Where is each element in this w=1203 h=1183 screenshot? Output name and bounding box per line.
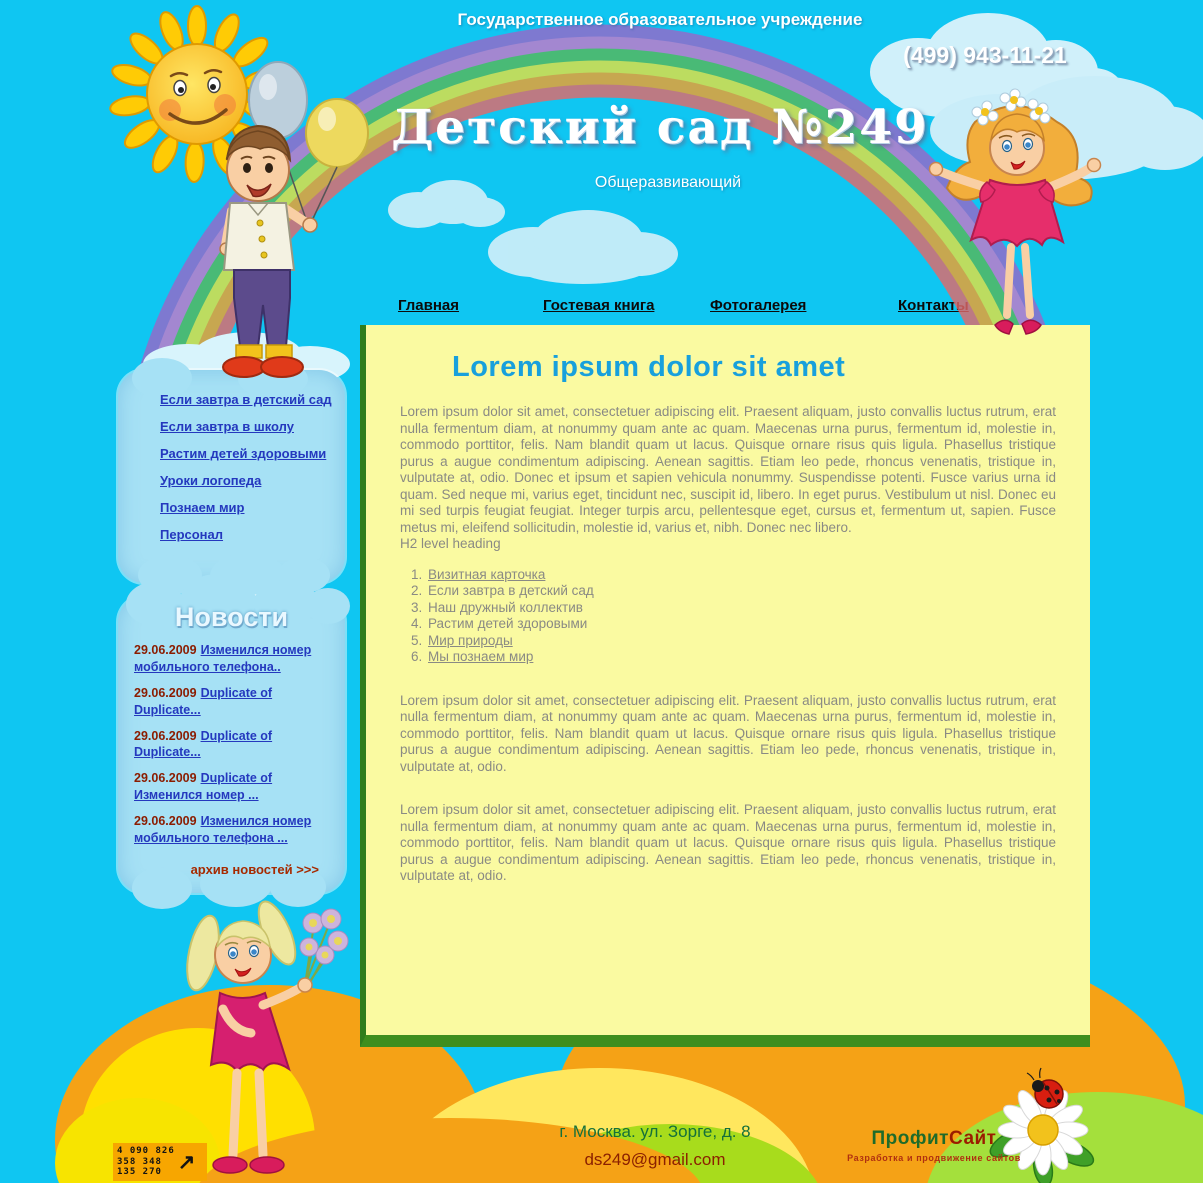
news-link[interactable]: Duplicate of Изменился номер ... [134,771,273,803]
paragraph: Lorem ipsum dolor sit amet, consectetuer adipiscing elit. Praesent aliquam, justo convallis luctus rutrum, erat nulla fermentum diam, at nonummy quam ante ac quam. Maecenas urna purus, fermentum id, molestie in, commodo porttitor, felis. Nam blandit quam ut lacus. Quisque ornare risus quis ligula. Phasellus tristique purus a augue condimentum adipiscing. Aenean sagittis. Etiam leo pede, rhoncus venenatis, tristique in, vulputate at, odio. Donec et ipsum et sapien vehicula nonummy. Suspendisse potenti. Fusce varius urna id quam. Sed neque mi, varius eget, tincidunt nec, suscipit id, libero. In eget purus. Vestibulum ut nisl. Donec eu mi sed turpis feugiat feugiat. Integer turpis arcu, pellentesque eget, cursus et, fermentum ut, sapien. Fusce metus mi, eleifend sollicitudin, molestie id, varius et, nibh. Donec nec libero. [400,404,1056,535]
list-item [426,649,1056,666]
list-item [426,633,1056,650]
list-item-label: Если завтра в детский сад [428,583,594,598]
org-type-text: Государственное образовательное учреждение [457,10,863,29]
nav-link-gallery[interactable]: Фотогалерея [710,297,807,314]
sidebar-item-kindergarten-tomorrow[interactable]: Если завтра в детский сад [160,392,332,407]
sidebar-item-explore-world[interactable]: Познаем мир [160,500,245,515]
visit-counter-widget[interactable] [113,1143,207,1181]
studio-name [845,1128,1023,1150]
sidebar-menu-box [118,370,345,583]
news-date: 29.06.2009 [134,685,197,700]
news-item [134,728,331,762]
footer-address: г. Москва. ул. Зорге, д. 8 [559,1122,751,1141]
paragraph: Lorem ipsum dolor sit amet, consectetuer adipiscing elit. Praesent aliquam, justo convallis luctus rutrum, erat nulla fermentum diam, at nonummy quam ante ac quam. Maecenas urna purus, fermentum id, molestie in, commodo porttitor, felis. Nam blandit quam ut lacus. Quisque ornare risus quis ligula. Phasellus tristique purus a augue condimentum adipiscing. Aenean sagittis. Etiam leo pede, rhoncus venenatis, tristique in, vulputate at, odio. [400,802,1056,883]
small-cloud [478,200,683,292]
sidebar-item-speech-lessons[interactable]: Уроки логопеда [160,473,262,488]
sidebar-item-school-tomorrow[interactable]: Если завтра в школу [160,419,294,434]
news-item [134,685,331,719]
sidebar-item-healthy-kids[interactable]: Растим детей здоровыми [160,446,327,461]
counter-line: 4 090 826 [117,1145,175,1156]
news-link[interactable]: Duplicate of Duplicate... [134,728,273,760]
footer-email-link[interactable]: ds249@gmail.com [584,1150,726,1169]
main-content-panel [360,325,1090,1047]
news-date: 29.06.2009 [134,771,197,786]
content-link[interactable]: Мир природы [428,632,513,648]
news-item [134,642,331,676]
content-list [400,567,1056,666]
sidebar-menu-list [160,392,333,554]
girl-with-wreath-illustration [925,82,1105,340]
page-title: Lorem ipsum dolor sit amet [452,351,846,383]
external-arrow-icon: ↗ [177,1150,196,1174]
counter-line: 358 348 [117,1156,162,1167]
nav-link-contacts[interactable]: Контакты [898,297,969,314]
studio-tagline: Разработка и продвижение сайтов [847,1153,1021,1163]
news-item [134,770,331,804]
visit-counter-digits [117,1146,175,1178]
news-date: 29.06.2009 [134,643,197,657]
news-item [134,813,331,847]
news-date: 29.06.2009 [134,728,197,743]
counter-line: 135 270 [117,1167,162,1178]
news-title: Новости [174,602,289,632]
sidebar-item-staff[interactable]: Персонал [160,527,224,542]
news-box [118,596,345,893]
nav-link-guestbook[interactable]: Гостевая книга [543,297,655,314]
news-link[interactable]: Duplicate of Duplicate... [134,685,273,717]
studio-name-part2: Сайт [948,1128,997,1149]
phone-number: (499) 943-11-21 [903,42,1067,68]
list-item [426,616,1056,633]
news-list [134,642,331,856]
list-item [426,583,1056,600]
news-link[interactable]: Изменился номер мобильного телефона ... [134,814,312,845]
news-archive-link[interactable]: архив новостей >>> [190,862,319,877]
studio-name-part1: Профит [871,1128,949,1149]
site-subtitle: Общеразвивающий [594,174,742,191]
h2-level-heading: H2 level heading [400,536,501,551]
nav-link-home[interactable]: Главная [398,297,460,314]
boy-with-balloons-illustration [190,55,380,385]
paragraph: Lorem ipsum dolor sit amet, consectetuer adipiscing elit. Praesent aliquam, justo convallis luctus rutrum, erat nulla fermentum diam, at nonummy quam ante ac quam. Maecenas urna purus, fermentum id, molestie in, commodo porttitor, felis. Nam blandit quam ut lacus. Quisque ornare risus quis ligula. Phasellus tristique purus a augue condimentum adipiscing. Aenean sagittis. Etiam leo pede, rhoncus venenatis, tristique in, vulputate at, odio. [400,692,1056,774]
news-link[interactable]: Изменился номер мобильного телефона.. [134,643,312,674]
site-title: Детский сад №249 [391,100,929,155]
list-item [426,567,1056,584]
content-link[interactable]: Мы познаем мир [428,649,534,664]
daisy-ladybug-illustration [985,1058,1100,1183]
list-item [426,600,1056,617]
content-link[interactable]: Визитная карточка [428,566,546,582]
list-item-label: Растим детей здоровыми [428,616,588,631]
girl-with-flowers-illustration [175,893,350,1183]
list-item-label: Наш дружный коллектив [428,599,583,615]
news-date: 29.06.2009 [134,814,197,828]
studio-credit-link[interactable] [845,1128,1023,1164]
